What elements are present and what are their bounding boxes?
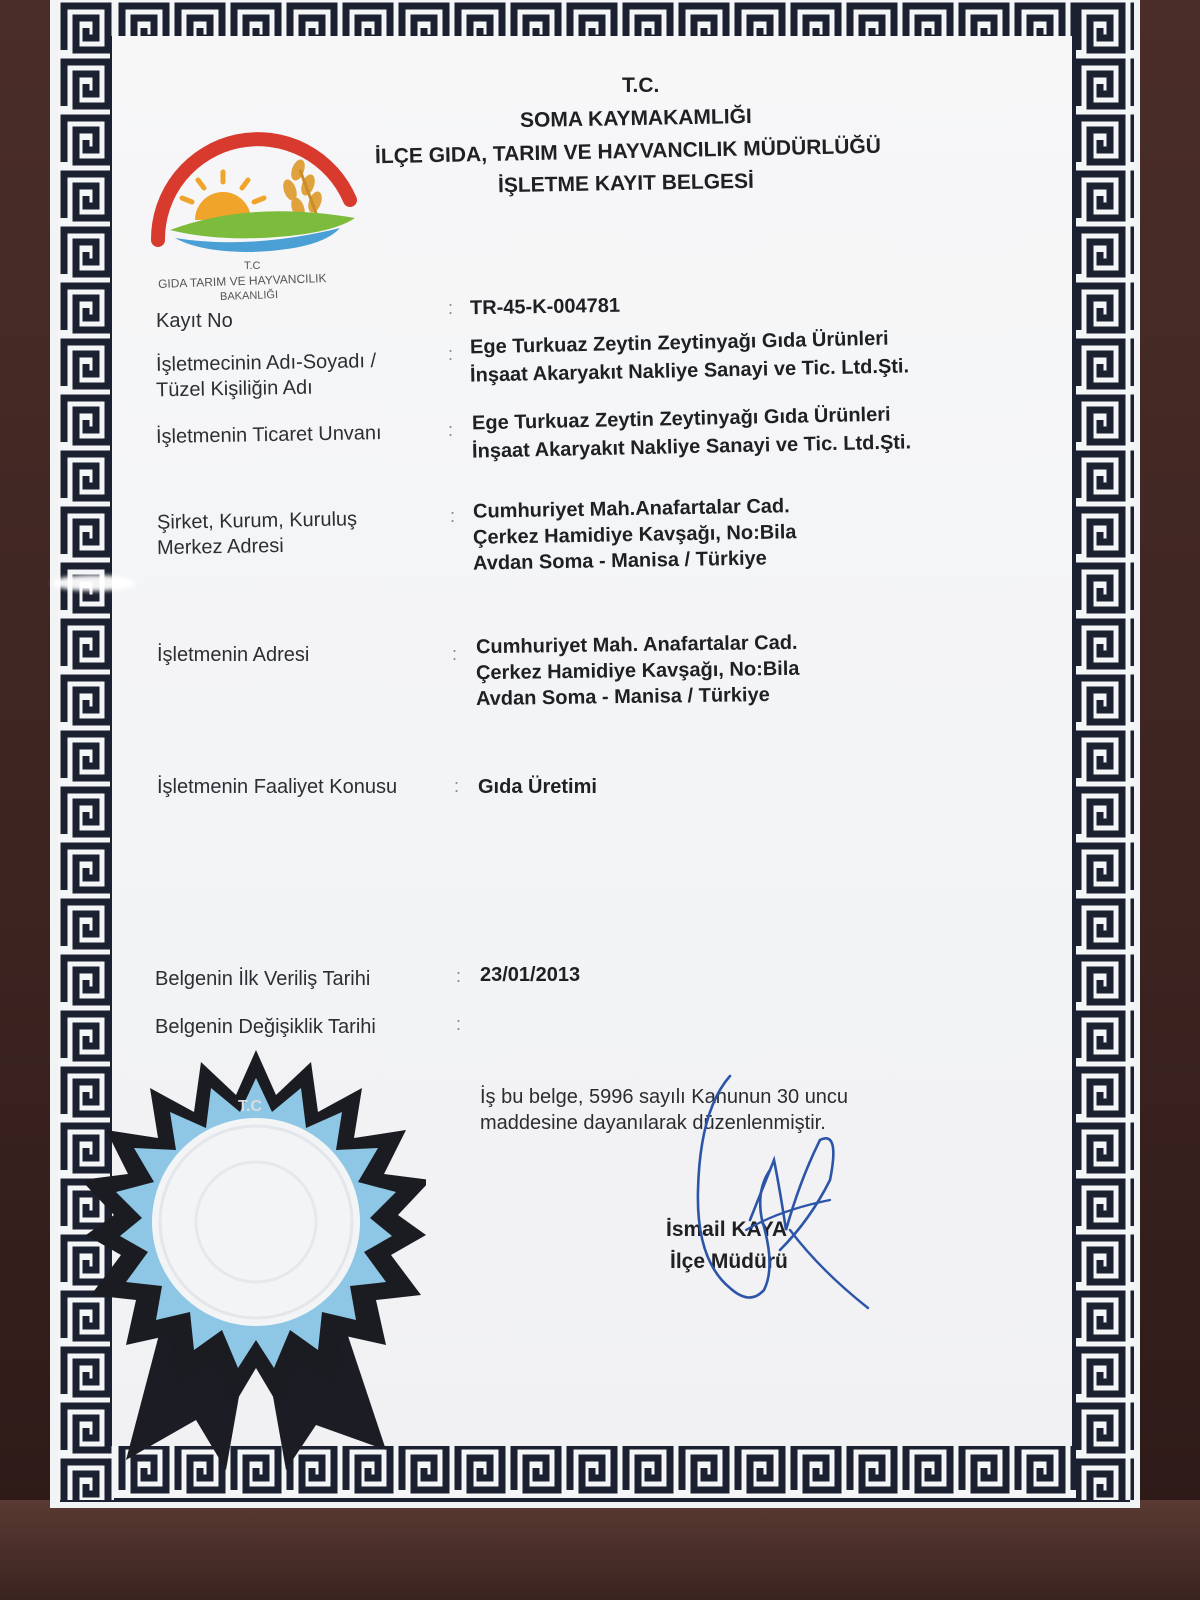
signatory-name: İsmail KAYA: [666, 1218, 788, 1241]
field-colon: :: [450, 506, 456, 526]
field-value: Cumhuriyet Mah.Anafartalar Cad.: [472, 495, 790, 523]
frame-bottom-rail: [0, 1500, 1200, 1600]
logo-tc: T.C: [244, 260, 261, 272]
field-label: Merkez Adresi: [156, 534, 284, 560]
page-title: İŞLETME KAYIT BELGESİ: [497, 169, 755, 198]
field-label: İşletmecinin Adı-Soyadı /: [155, 350, 377, 376]
field-colon: :: [448, 420, 454, 440]
field-value: İnşaat Akaryakıt Nakliye Sanayi ve Tic. Ltd.Şti.: [469, 355, 910, 387]
signatory-title: İlçe Müdürü: [670, 1250, 788, 1273]
field-colon: :: [448, 298, 454, 318]
logo-ministry-name: GIDA TARIM VE HAYVANCILIK: [157, 271, 327, 291]
field-label: Kayıt No: [156, 310, 233, 332]
legal-note-line: maddesine dayanılarak düzenlenmiştir.: [480, 1112, 826, 1134]
field-value: Ege Turkuaz Zeytin Zeytinyağı Gıda Ürünleri: [471, 403, 891, 435]
field-value: Avdan Soma - Manisa / Türkiye: [472, 547, 767, 575]
field-value: Çerkez Hamidiye Kavşağı, No:Bila: [475, 657, 800, 685]
field-colon: :: [456, 1014, 462, 1034]
seal-text: T.C: [238, 1098, 262, 1115]
field-label: İşletmenin Faaliyet Konusu: [157, 776, 398, 798]
registration-number: TR-45-K-004781: [469, 294, 621, 320]
field-value: Cumhuriyet Mah. Anafartalar Cad.: [475, 631, 798, 659]
field-value: İnşaat Akaryakıt Nakliye Sanayi ve Tic. Ltd.Şti.: [471, 431, 912, 463]
header-governorship: SOMA KAYMAKAMLIĞI: [519, 104, 752, 133]
field-value: Gıda Üretimi: [478, 776, 597, 798]
field-label: İşletmenin Adresi: [157, 644, 310, 666]
field-value: Çerkez Hamidiye Kavşağı, No:Bila: [472, 521, 797, 549]
field-label: Şirket, Kurum, Kuruluş: [156, 508, 358, 534]
field-value: Ege Turkuaz Zeytin Zeytinyağı Gıda Ürünleri: [469, 327, 889, 359]
field-colon: :: [454, 776, 460, 796]
issue-date: 23/01/2013: [480, 964, 581, 986]
header-directorate: İLÇE GIDA, TARIM VE HAYVANCILIK MÜDÜRLÜĞÜ: [374, 134, 882, 169]
header-tc: T.C.: [622, 74, 660, 97]
signature: [690, 1070, 890, 1310]
ministry-logo: [140, 100, 370, 280]
field-label: Tüzel Kişiliğin Adı: [155, 376, 313, 402]
field-colon: :: [456, 966, 462, 986]
field-colon: :: [452, 644, 458, 664]
field-label: İşletmenin Ticaret Unvanı: [155, 422, 382, 448]
field-value: Avdan Soma - Manisa / Türkiye: [475, 683, 770, 711]
logo-ministry-suffix: BAKANLIĞI: [219, 288, 279, 304]
field-colon: :: [448, 344, 454, 364]
glare-reflection: [52, 575, 136, 591]
field-label: Belgenin İlk Veriliş Tarihi: [155, 968, 371, 990]
legal-note-line: İş bu belge, 5996 sayılı Kanunun 30 uncu: [480, 1086, 849, 1108]
field-label: Belgenin Değişiklik Tarihi: [155, 1016, 376, 1038]
greek-key-right: [1072, 0, 1134, 1500]
